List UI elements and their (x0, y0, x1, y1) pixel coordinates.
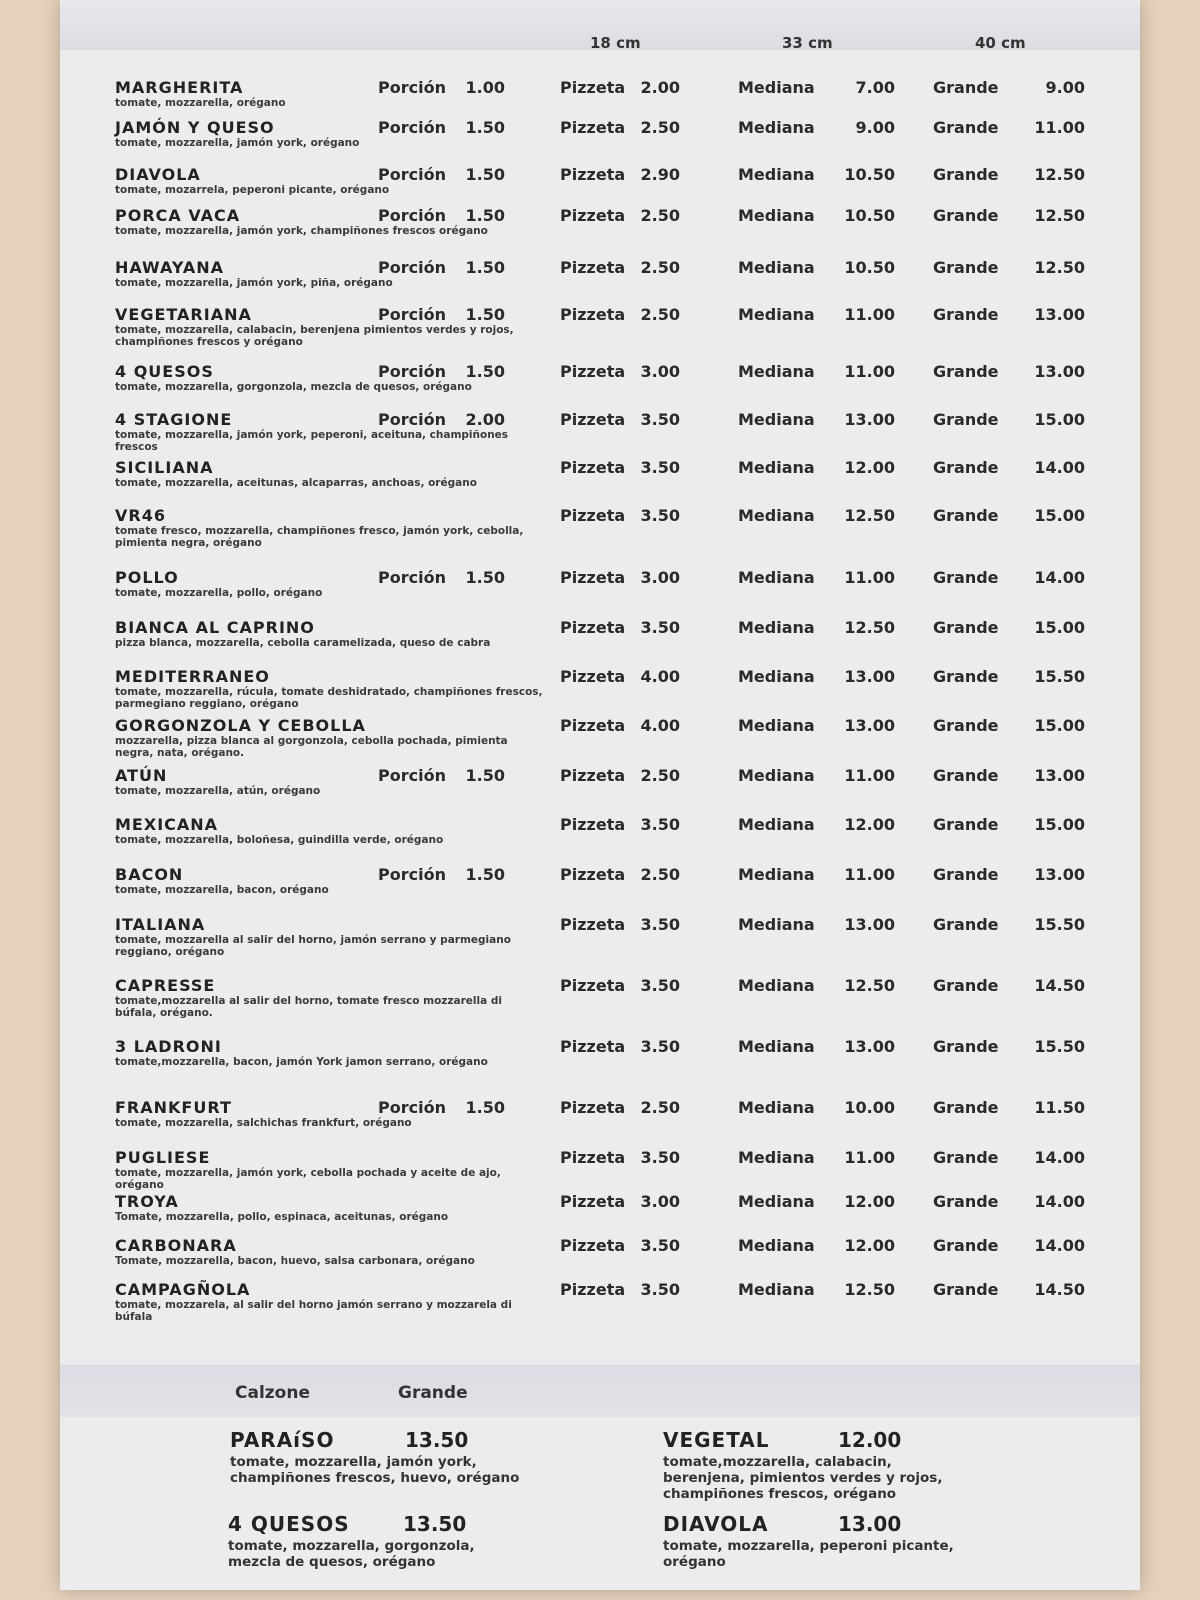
calzone-ingredients: tomate, mozzarella, peperoni picante, orégano (663, 1538, 954, 1570)
grande-label: Grande (933, 1037, 999, 1056)
porcion-price: 1.00 (465, 78, 505, 97)
pizzeta-label: Pizzeta (560, 78, 626, 97)
porcion-price: 1.50 (465, 568, 505, 587)
pizzeta-price: 2.50 (640, 1098, 680, 1117)
mediana-price: 10.50 (844, 258, 895, 277)
pizza-name: CAPRESSE (115, 976, 216, 995)
pizza-ingredients: mozzarella, pizza blanca al gorgonzola, cebolla pochada, pimienta negra, nata, orégano. (115, 735, 508, 759)
grande-price: 14.00 (1034, 1192, 1085, 1211)
pizzeta-label: Pizzeta (560, 258, 626, 277)
grande-label: Grande (933, 976, 999, 995)
pizza-name: CAMPAGÑOLA (115, 1280, 251, 1299)
pizzeta-price: 2.50 (640, 258, 680, 277)
grande-label: Grande (933, 305, 999, 324)
pizzeta-label: Pizzeta (560, 865, 626, 884)
calzone-header-bar (60, 1365, 1140, 1417)
pizza-name: MEXICANA (115, 815, 219, 834)
pizzeta-price: 3.50 (640, 410, 680, 429)
grande-price: 15.00 (1034, 815, 1085, 834)
pizzeta-price: 3.50 (640, 1236, 680, 1255)
pizzeta-price: 3.00 (640, 568, 680, 587)
porcion-label: Porción (378, 165, 446, 184)
mediana-label: Mediana (738, 118, 815, 137)
grande-label: Grande (933, 458, 999, 477)
size-header-bar (60, 0, 1140, 50)
grande-label: Grande (933, 915, 999, 934)
pizzeta-label: Pizzeta (560, 618, 626, 637)
calzone-name: VEGETAL (663, 1428, 770, 1452)
mediana-label: Mediana (738, 165, 815, 184)
pizzeta-price: 2.00 (640, 78, 680, 97)
pizza-ingredients: Tomate, mozzarella, pollo, espinaca, aceitunas, orégano (115, 1211, 449, 1223)
grande-label: Grande (933, 78, 999, 97)
pizza-name: PUGLIESE (115, 1148, 211, 1167)
grande-price: 14.00 (1034, 1236, 1085, 1255)
porcion-price: 1.50 (465, 165, 505, 184)
pizzeta-label: Pizzeta (560, 667, 626, 686)
grande-price: 14.50 (1034, 976, 1085, 995)
grande-price: 12.50 (1034, 165, 1085, 184)
pizzeta-price: 2.50 (640, 766, 680, 785)
mediana-price: 12.50 (844, 976, 895, 995)
pizza-name: HAWAYANA (115, 258, 225, 277)
pizza-ingredients: tomate, mozzarella, jamón york, piña, orégano (115, 277, 393, 289)
pizzeta-label: Pizzeta (560, 1098, 626, 1117)
pizzeta-label: Pizzeta (560, 1236, 626, 1255)
pizza-ingredients: tomate,mozzarella al salir del horno, tomate fresco mozzarella di búfala, orégano. (115, 995, 502, 1019)
mediana-label: Mediana (738, 865, 815, 884)
calzone-price: 13.50 (405, 1428, 469, 1452)
menu-sheet (60, 0, 1140, 1590)
grande-price: 11.00 (1034, 118, 1085, 137)
porcion-price: 1.50 (465, 865, 505, 884)
mediana-price: 10.50 (844, 206, 895, 225)
pizza-ingredients: tomate, mozarrela, peperoni picante, orégano (115, 184, 390, 196)
grande-price: 14.00 (1034, 1148, 1085, 1167)
mediana-label: Mediana (738, 568, 815, 587)
grande-label: Grande (933, 1280, 999, 1299)
grande-label: Grande (933, 1236, 999, 1255)
grande-label: Grande (933, 1098, 999, 1117)
pizzeta-price: 3.50 (640, 815, 680, 834)
grande-price: 14.00 (1034, 458, 1085, 477)
size-33cm-header: 33 cm (782, 34, 833, 52)
calzone-ingredients: tomate, mozzarella, jamón york, champiñones frescos, huevo, orégano (230, 1454, 520, 1486)
pizzeta-label: Pizzeta (560, 915, 626, 934)
calzone-size: Grande (398, 1383, 468, 1403)
grande-label: Grande (933, 410, 999, 429)
mediana-price: 12.50 (844, 618, 895, 637)
grande-price: 9.00 (1045, 78, 1085, 97)
grande-label: Grande (933, 165, 999, 184)
pizza-name: 4 STAGIONE (115, 410, 233, 429)
pizza-ingredients: tomate, mozzarella, jamón york, champiñones frescos orégano (115, 225, 488, 237)
mediana-price: 13.00 (844, 1037, 895, 1056)
pizzeta-price: 3.50 (640, 976, 680, 995)
pizzeta-price: 3.00 (640, 362, 680, 381)
calzone-ingredients: tomate, mozzarella, gorgonzola, mezcla de quesos, orégano (228, 1538, 475, 1570)
calzone-price: 13.50 (403, 1512, 467, 1536)
mediana-label: Mediana (738, 766, 815, 785)
grande-label: Grande (933, 506, 999, 525)
pizza-name: POLLO (115, 568, 179, 587)
pizzeta-price: 3.50 (640, 1148, 680, 1167)
pizza-name: JAMÓN Y QUESO (115, 118, 275, 137)
size-18cm-header: 18 cm (590, 34, 641, 52)
pizzeta-price: 3.50 (640, 618, 680, 637)
porcion-price: 1.50 (465, 206, 505, 225)
mediana-price: 10.50 (844, 165, 895, 184)
grande-price: 13.00 (1034, 865, 1085, 884)
pizzeta-price: 2.50 (640, 305, 680, 324)
grande-price: 15.50 (1034, 1037, 1085, 1056)
mediana-label: Mediana (738, 1148, 815, 1167)
pizza-ingredients: Tomate, mozzarella, bacon, huevo, salsa carbonara, orégano (115, 1255, 475, 1267)
pizza-ingredients: tomate, mozzarella, jamón york, orégano (115, 137, 360, 149)
pizza-ingredients: tomate fresco, mozzarella, champiñones fresco, jamón york, cebolla, pimienta negra, orégano (115, 525, 524, 549)
mediana-price: 12.50 (844, 1280, 895, 1299)
pizzeta-label: Pizzeta (560, 716, 626, 735)
pizzeta-label: Pizzeta (560, 766, 626, 785)
pizzeta-price: 3.50 (640, 915, 680, 934)
mediana-label: Mediana (738, 716, 815, 735)
mediana-label: Mediana (738, 305, 815, 324)
mediana-price: 11.00 (844, 568, 895, 587)
mediana-label: Mediana (738, 1236, 815, 1255)
pizzeta-label: Pizzeta (560, 506, 626, 525)
grande-price: 15.50 (1034, 667, 1085, 686)
grande-price: 15.00 (1034, 716, 1085, 735)
pizzeta-price: 4.00 (640, 667, 680, 686)
mediana-price: 7.00 (855, 78, 895, 97)
mediana-label: Mediana (738, 78, 815, 97)
porcion-price: 2.00 (465, 410, 505, 429)
grande-label: Grande (933, 865, 999, 884)
porcion-label: Porción (378, 78, 446, 97)
pizzeta-label: Pizzeta (560, 165, 626, 184)
mediana-price: 12.00 (844, 815, 895, 834)
mediana-price: 12.00 (844, 1192, 895, 1211)
grande-price: 11.50 (1034, 1098, 1085, 1117)
grande-label: Grande (933, 118, 999, 137)
porcion-price: 1.50 (465, 305, 505, 324)
pizza-name: 3 LADRONI (115, 1037, 222, 1056)
grande-label: Grande (933, 716, 999, 735)
pizza-ingredients: tomate, mozzarella, pollo, orégano (115, 587, 323, 599)
grande-label: Grande (933, 1148, 999, 1167)
pizza-ingredients: tomate, mozzarella, bacon, orégano (115, 884, 329, 896)
pizza-ingredients: tomate, mozzarella al salir del horno, jamón serrano y parmegiano reggiano, orégano (115, 934, 511, 958)
calzone-ingredients: tomate,mozzarella, calabacin, berenjena, pimientos verdes y rojos, champiñones frescos, orégano (663, 1454, 943, 1502)
mediana-price: 11.00 (844, 865, 895, 884)
pizza-name: ITALIANA (115, 915, 206, 934)
porcion-label: Porción (378, 865, 446, 884)
pizza-ingredients: tomate, mozzarella, aceitunas, alcaparras, anchoas, orégano (115, 477, 477, 489)
mediana-price: 13.00 (844, 915, 895, 934)
pizza-ingredients: tomate, mozzarella, gorgonzola, mezcla de quesos, orégano (115, 381, 472, 393)
mediana-label: Mediana (738, 1280, 815, 1299)
pizzeta-label: Pizzeta (560, 568, 626, 587)
pizza-name: BACON (115, 865, 184, 884)
pizza-name: SICILIANA (115, 458, 214, 477)
calzone-price: 13.00 (838, 1512, 902, 1536)
porcion-label: Porción (378, 118, 446, 137)
grande-price: 14.50 (1034, 1280, 1085, 1299)
mediana-price: 11.00 (844, 305, 895, 324)
pizzeta-price: 3.50 (640, 458, 680, 477)
mediana-label: Mediana (738, 458, 815, 477)
pizzeta-label: Pizzeta (560, 976, 626, 995)
porcion-price: 1.50 (465, 1098, 505, 1117)
pizza-name: BIANCA AL CAPRINO (115, 618, 315, 637)
porcion-label: Porción (378, 410, 446, 429)
porcion-price: 1.50 (465, 362, 505, 381)
mediana-price: 12.50 (844, 506, 895, 525)
pizza-ingredients: tomate, mozzarela, al salir del horno jamón serrano y mozzarela di búfala (115, 1299, 512, 1323)
calzone-price: 12.00 (838, 1428, 902, 1452)
grande-label: Grande (933, 258, 999, 277)
pizza-name: CARBONARA (115, 1236, 237, 1255)
pizza-ingredients: tomate, mozzarella, calabacin, berenjena pimientos verdes y rojos, champiñones frescos y orégano (115, 324, 514, 348)
mediana-price: 11.00 (844, 766, 895, 785)
mediana-price: 11.00 (844, 1148, 895, 1167)
pizzeta-label: Pizzeta (560, 410, 626, 429)
pizza-ingredients: tomate,mozzarella, bacon, jamón York jamon serrano, orégano (115, 1056, 488, 1068)
calzone-title: Calzone (235, 1383, 310, 1403)
calzone-name: DIAVOLA (663, 1512, 769, 1536)
mediana-label: Mediana (738, 1037, 815, 1056)
pizzeta-label: Pizzeta (560, 1148, 626, 1167)
pizza-name: PORCA VACA (115, 206, 241, 225)
porcion-label: Porción (378, 258, 446, 277)
grande-price: 14.00 (1034, 568, 1085, 587)
grande-price: 12.50 (1034, 206, 1085, 225)
mediana-price: 10.00 (844, 1098, 895, 1117)
grande-label: Grande (933, 206, 999, 225)
pizza-name: 4 QUESOS (115, 362, 214, 381)
grande-price: 15.50 (1034, 915, 1085, 934)
mediana-label: Mediana (738, 206, 815, 225)
pizzeta-label: Pizzeta (560, 206, 626, 225)
grande-label: Grande (933, 618, 999, 637)
pizza-name: MARGHERITA (115, 78, 244, 97)
pizzeta-price: 2.50 (640, 206, 680, 225)
pizza-ingredients: tomate, mozzarella, jamón york, cebolla pochada y aceite de ajo, orégano (115, 1167, 501, 1191)
pizza-name: GORGONZOLA Y CEBOLLA (115, 716, 366, 735)
mediana-price: 13.00 (844, 716, 895, 735)
grande-price: 12.50 (1034, 258, 1085, 277)
grande-price: 13.00 (1034, 362, 1085, 381)
mediana-label: Mediana (738, 1098, 815, 1117)
pizza-name: VR46 (115, 506, 166, 525)
grande-price: 15.00 (1034, 506, 1085, 525)
pizza-name: ATÚN (115, 766, 168, 785)
mediana-label: Mediana (738, 362, 815, 381)
pizza-ingredients: tomate, mozzarella, jamón york, peperoni, aceituna, champiñones frescos (115, 429, 509, 453)
grande-label: Grande (933, 568, 999, 587)
mediana-label: Mediana (738, 506, 815, 525)
calzone-name: 4 QUESOS (228, 1512, 350, 1536)
pizzeta-price: 2.90 (640, 165, 680, 184)
porcion-label: Porción (378, 305, 446, 324)
mediana-price: 11.00 (844, 362, 895, 381)
pizzeta-price: 3.50 (640, 1280, 680, 1299)
mediana-label: Mediana (738, 915, 815, 934)
pizzeta-label: Pizzeta (560, 1192, 626, 1211)
mediana-label: Mediana (738, 667, 815, 686)
grande-label: Grande (933, 362, 999, 381)
grande-label: Grande (933, 815, 999, 834)
mediana-price: 13.00 (844, 410, 895, 429)
pizza-ingredients: tomate, mozzarella, atún, orégano (115, 785, 321, 797)
grande-label: Grande (933, 1192, 999, 1211)
pizzeta-label: Pizzeta (560, 458, 626, 477)
pizza-ingredients: pizza blanca, mozzarella, cebolla caramelizada, queso de cabra (115, 637, 491, 649)
pizzeta-label: Pizzeta (560, 815, 626, 834)
mediana-label: Mediana (738, 410, 815, 429)
porcion-label: Porción (378, 766, 446, 785)
mediana-label: Mediana (738, 1192, 815, 1211)
grande-price: 15.00 (1034, 410, 1085, 429)
grande-label: Grande (933, 667, 999, 686)
pizzeta-label: Pizzeta (560, 362, 626, 381)
pizza-name: VEGETARIANA (115, 305, 252, 324)
pizzeta-price: 4.00 (640, 716, 680, 735)
pizzeta-price: 3.50 (640, 1037, 680, 1056)
pizza-name: MEDITERRANEO (115, 667, 270, 686)
mediana-label: Mediana (738, 976, 815, 995)
mediana-price: 12.00 (844, 1236, 895, 1255)
grande-price: 13.00 (1034, 305, 1085, 324)
pizzeta-label: Pizzeta (560, 118, 626, 137)
pizza-name: TROYA (115, 1192, 179, 1211)
mediana-price: 12.00 (844, 458, 895, 477)
porcion-label: Porción (378, 1098, 446, 1117)
porcion-label: Porción (378, 362, 446, 381)
mediana-price: 9.00 (855, 118, 895, 137)
porcion-label: Porción (378, 568, 446, 587)
grande-price: 15.00 (1034, 618, 1085, 637)
pizza-ingredients: tomate, mozzarella, orégano (115, 97, 286, 109)
pizzeta-label: Pizzeta (560, 1280, 626, 1299)
grande-label: Grande (933, 766, 999, 785)
calzone-name: PARAíSO (230, 1428, 335, 1452)
porcion-price: 1.50 (465, 258, 505, 277)
pizza-ingredients: tomate, mozzarella, rúcula, tomate deshidratado, champiñones frescos, parmegiano reggiano, orégano (115, 686, 543, 710)
size-40cm-header: 40 cm (975, 34, 1026, 52)
pizzeta-label: Pizzeta (560, 1037, 626, 1056)
pizzeta-price: 2.50 (640, 865, 680, 884)
porcion-label: Porción (378, 206, 446, 225)
grande-price: 13.00 (1034, 766, 1085, 785)
pizzeta-price: 3.00 (640, 1192, 680, 1211)
mediana-price: 13.00 (844, 667, 895, 686)
pizza-name: FRANKFURT (115, 1098, 232, 1117)
pizza-ingredients: tomate, mozzarella, salchichas frankfurt, orégano (115, 1117, 412, 1129)
mediana-label: Mediana (738, 815, 815, 834)
mediana-label: Mediana (738, 618, 815, 637)
pizzeta-label: Pizzeta (560, 305, 626, 324)
pizza-ingredients: tomate, mozzarella, boloñesa, guindilla verde, orégano (115, 834, 444, 846)
porcion-price: 1.50 (465, 118, 505, 137)
pizzeta-price: 3.50 (640, 506, 680, 525)
porcion-price: 1.50 (465, 766, 505, 785)
pizza-name: DIAVOLA (115, 165, 201, 184)
mediana-label: Mediana (738, 258, 815, 277)
pizzeta-price: 2.50 (640, 118, 680, 137)
